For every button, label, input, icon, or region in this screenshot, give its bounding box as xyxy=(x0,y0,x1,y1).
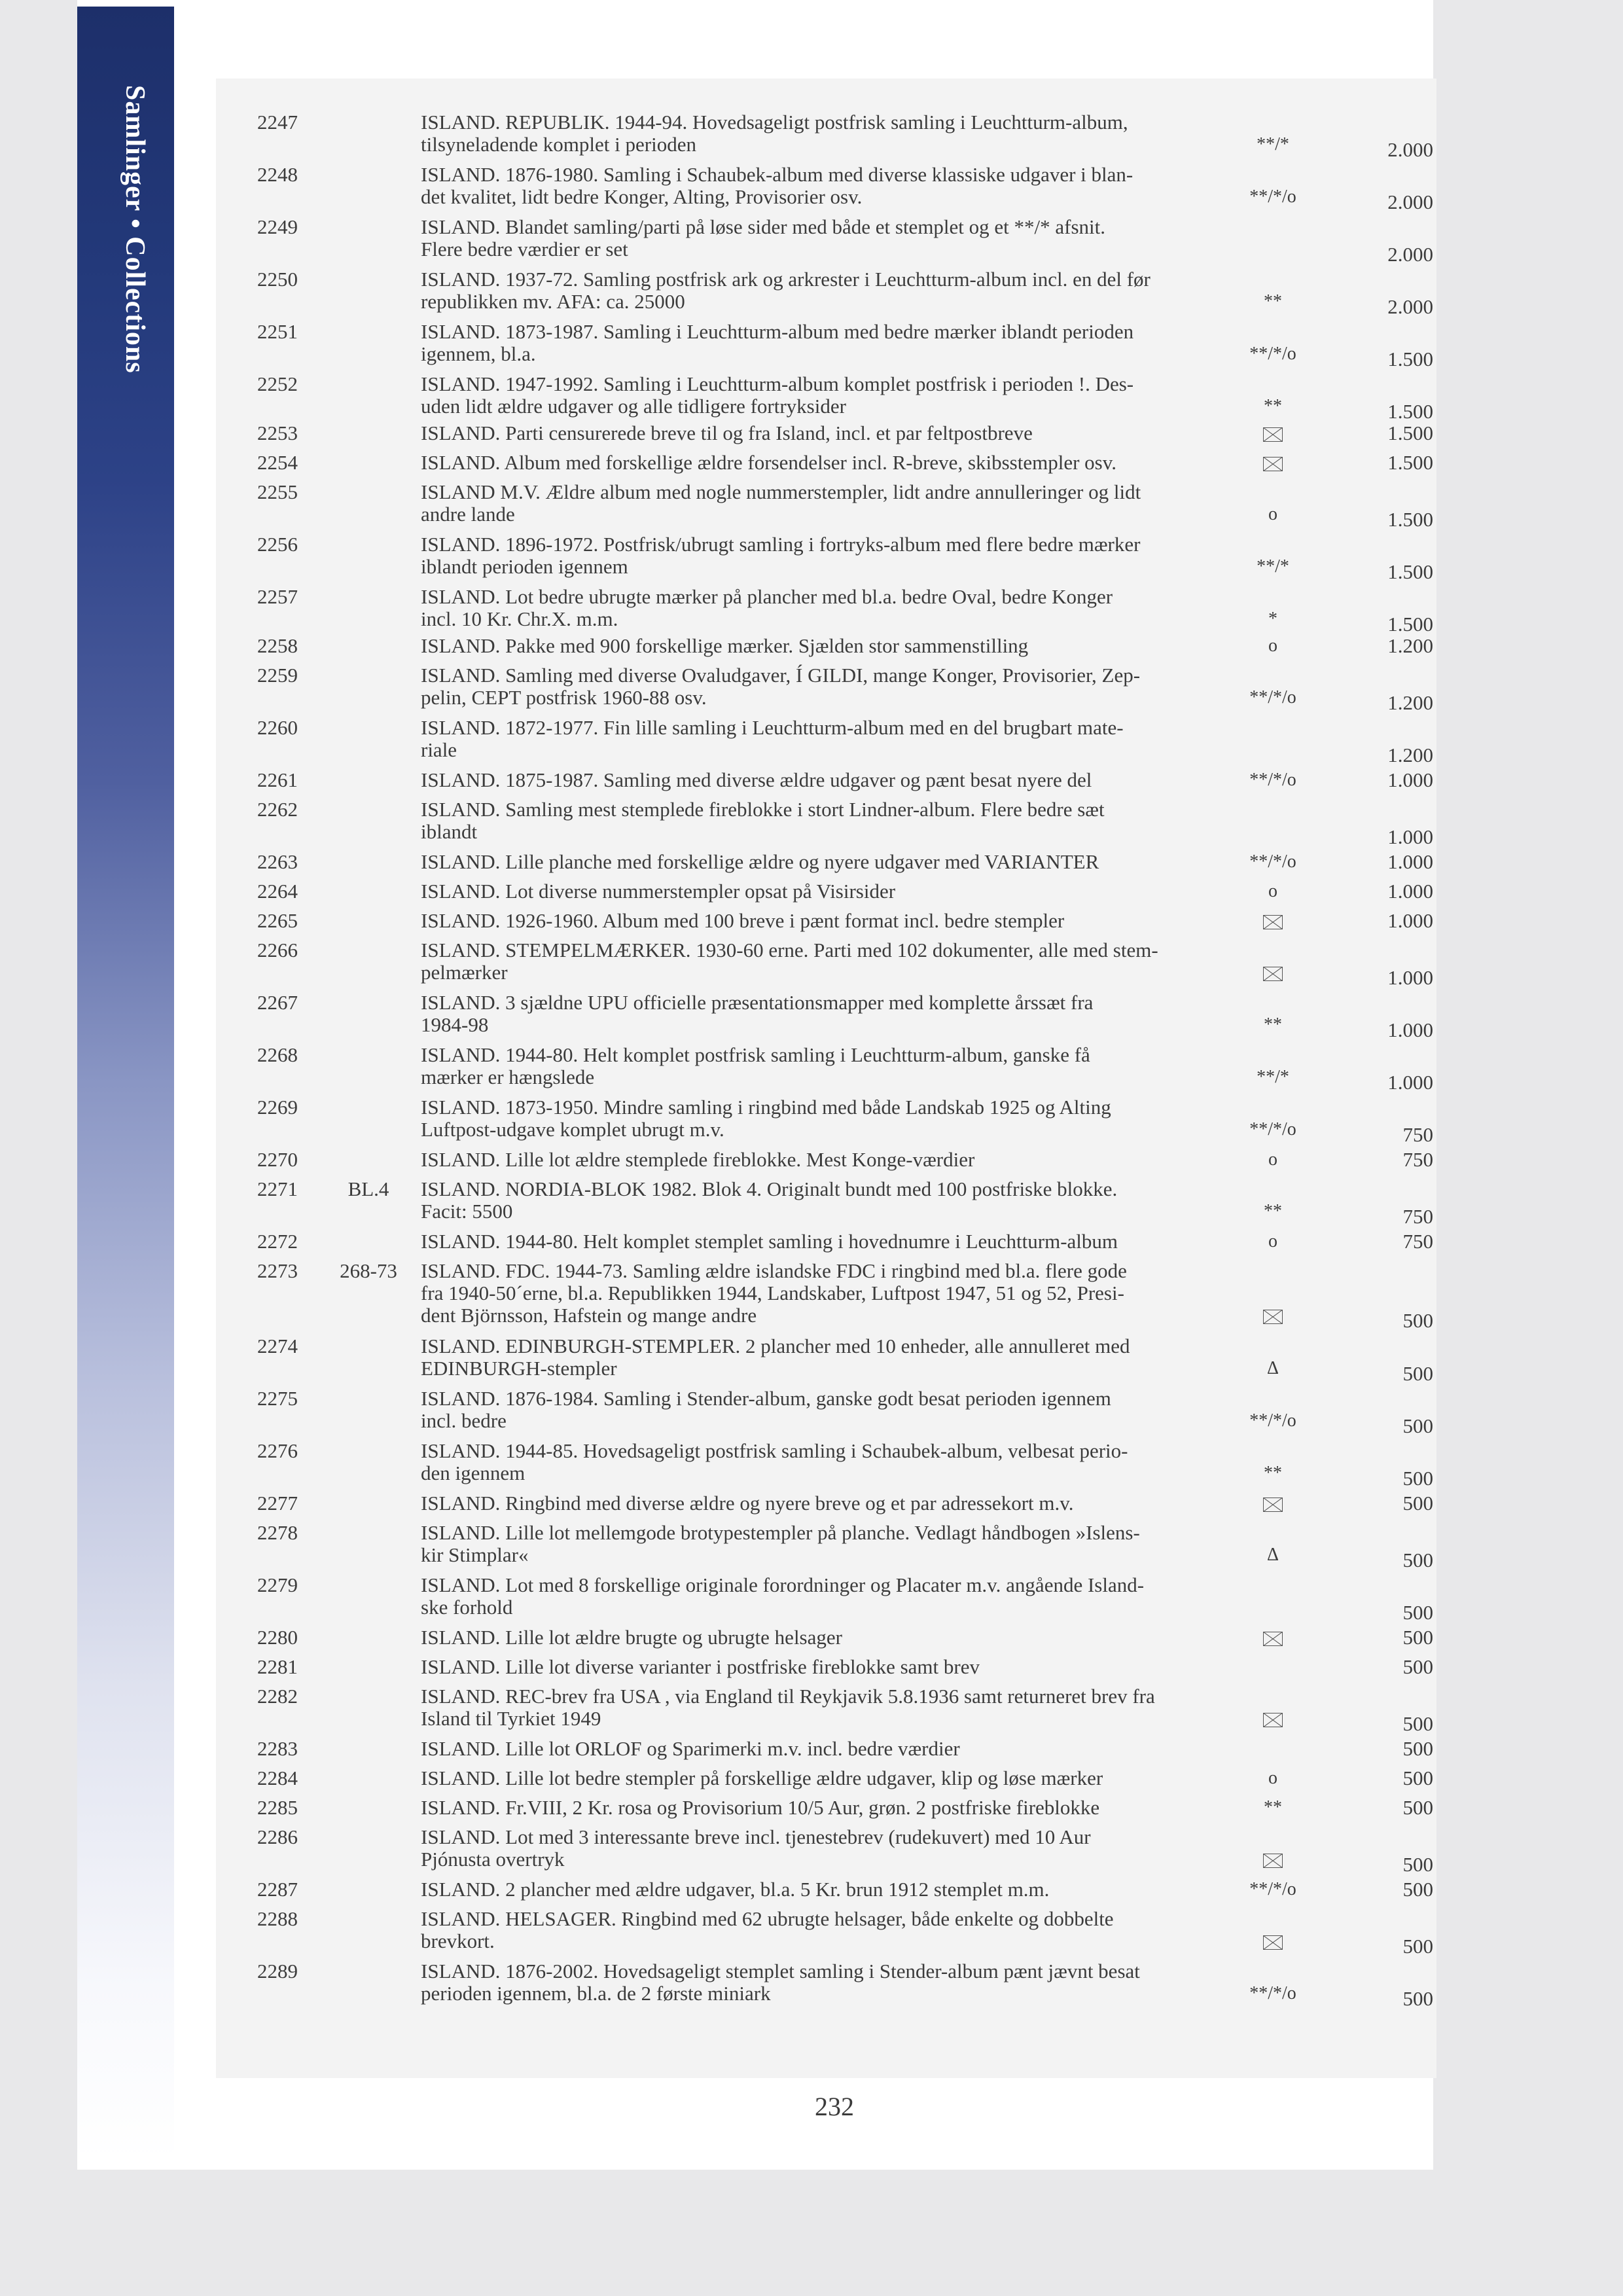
lot-price: 500 xyxy=(1402,1655,1433,1678)
lot-number: 2257 xyxy=(257,585,298,608)
description-line: ISLAND. 1937-72. Samling postfrisk ark og arkrester i Leuchtturm-album incl. en del før xyxy=(421,268,1150,291)
page-number: 232 xyxy=(815,2092,854,2121)
description-line: Pjónusta overtryk xyxy=(421,1848,565,1871)
lot-number: 2249 xyxy=(257,215,298,238)
description-line: ISLAND. 1872-1977. Fin lille samling i Leuchtturm-album med en del brugbart mate- xyxy=(421,716,1124,739)
condition-code: ** xyxy=(1264,291,1282,312)
lot-price: 750 xyxy=(1402,1123,1433,1146)
lot-number: 2262 xyxy=(257,798,298,821)
condition-code: Δ xyxy=(1266,1358,1279,1378)
description-line: ISLAND. 3 sjældne UPU officielle præsentationsmapper med komplette årssæt fra xyxy=(421,991,1094,1014)
description-line: ISLAND. REC-brev fra USA , via England til Reykjavik 5.8.1936 samt returneret brev fra xyxy=(421,1685,1155,1708)
lot-price: 1.500 xyxy=(1387,560,1433,583)
description-line: ISLAND. 1944-85. Hovedsageligt postfrisk samling i Schaubek-album, velbesat perio- xyxy=(421,1439,1128,1462)
lot-number: 2276 xyxy=(257,1439,298,1462)
lot-price: 500 xyxy=(1402,1712,1433,1735)
lot-price: 500 xyxy=(1402,1853,1433,1876)
lot-price: 1.500 xyxy=(1387,508,1433,531)
description-line: ske forhold xyxy=(421,1596,513,1619)
lot-price: 750 xyxy=(1402,1148,1433,1171)
sidebar-title-text: Samlinger • Collections xyxy=(120,85,150,374)
condition-code: * xyxy=(1268,609,1277,629)
description-line: pelmærker xyxy=(421,961,508,984)
description-line: ISLAND. Lille lot mellemgode brotypestempler på planche. Vedlagt håndbogen »Islens- xyxy=(421,1521,1140,1544)
lot-number: 2247 xyxy=(257,111,298,134)
lot-price: 1.000 xyxy=(1387,768,1433,791)
catalog-reference: 268-73 xyxy=(340,1259,397,1282)
description-line: ISLAND. Lille planche med forskellige ældre og nyere udgaver med VARIANTER xyxy=(421,850,1099,873)
lot-price: 2.000 xyxy=(1387,138,1433,161)
lot-number: 2250 xyxy=(257,268,298,291)
lot-price: 1.500 xyxy=(1387,451,1433,474)
description-line: ISLAND. Pakke med 900 forskellige mærker. Sjælden stor sammenstilling xyxy=(421,634,1029,657)
lot-number: 2266 xyxy=(257,939,298,961)
envelope-icon xyxy=(1211,422,1335,444)
description-line: ISLAND. 1947-1992. Samling i Leuchtturm-album komplet postfrisk i perioden !. Des- xyxy=(421,372,1134,395)
lot-price: 1.000 xyxy=(1387,1018,1433,1041)
condition-code: **/* xyxy=(1257,134,1289,154)
description-line: ISLAND. Samling med diverse Ovaludgaver, Í GILDI, mange Konger, Provisorier, Zep- xyxy=(421,664,1141,687)
lot-number: 2285 xyxy=(257,1796,298,1819)
description-line: Flere bedre værdier er set xyxy=(421,238,628,260)
lot-price: 2.000 xyxy=(1387,243,1433,266)
description-line: ISLAND. Samling mest stemplede fireblokke i stort Lindner-album. Flere bedre sæt xyxy=(421,798,1105,821)
lot-number: 2278 xyxy=(257,1521,298,1544)
description-line: ISLAND. 1873-1950. Mindre samling i ringbind med både Landskab 1925 og Alting xyxy=(421,1096,1111,1119)
condition-code: o xyxy=(1268,636,1277,656)
lot-price: 500 xyxy=(1402,1309,1433,1332)
condition-code: o xyxy=(1268,504,1277,524)
catalog-reference: BL.4 xyxy=(348,1177,389,1200)
description-line: pelin, CEPT postfrisk 1960-88 osv. xyxy=(421,686,707,709)
envelope-icon xyxy=(1263,915,1283,929)
lot-number: 2260 xyxy=(257,716,298,739)
lot-description xyxy=(421,1738,1454,1760)
envelope-icon xyxy=(1263,967,1283,981)
description-line: ISLAND. 1944-80. Helt komplet stemplet samling i hovednumre i Leuchtturm-album xyxy=(421,1230,1118,1253)
lot-price: 750 xyxy=(1402,1205,1433,1228)
lot-price: 500 xyxy=(1402,1878,1433,1901)
condition-code: o xyxy=(1268,1231,1277,1251)
description-line: Luftpost-udgave komplet ubrugt m.v. xyxy=(421,1118,724,1141)
lot-number: 2261 xyxy=(257,768,298,791)
envelope-icon xyxy=(1211,1708,1335,1730)
lot-price: 1.500 xyxy=(1387,400,1433,423)
lot-description xyxy=(421,1574,1454,1619)
condition-code: **/*/o xyxy=(1249,687,1296,708)
condition-code: **/*/o xyxy=(1249,1119,1296,1139)
lot-number: 2253 xyxy=(257,422,298,444)
lot-number: 2271 xyxy=(257,1177,298,1200)
condition-code: **/*/o xyxy=(1249,1983,1296,2003)
description-line: Facit: 5500 xyxy=(421,1200,513,1223)
description-line: ISLAND. Fr.VIII, 2 Kr. rosa og Provisorium 10/5 Aur, grøn. 2 postfriske fireblokke xyxy=(421,1796,1100,1819)
lot-price: 1.500 xyxy=(1387,613,1433,636)
description-line: ISLAND. Album med forskellige ældre forsendelser incl. R-breve, skibsstempler osv. xyxy=(421,451,1116,474)
lot-price: 500 xyxy=(1402,1987,1433,2010)
lot-number: 2258 xyxy=(257,634,298,657)
description-line: tilsyneladende komplet i perioden xyxy=(421,133,696,156)
description-line: ISLAND. Lille lot ORLOF og Sparimerki m.v. incl. bedre værdier xyxy=(421,1737,960,1760)
lot-price: 500 xyxy=(1402,1767,1433,1789)
envelope-icon xyxy=(1263,1310,1283,1324)
description-line: republikken mv. AFA: ca. 25000 xyxy=(421,290,685,313)
envelope-icon xyxy=(1211,1492,1335,1515)
lot-number: 2248 xyxy=(257,163,298,186)
lot-price: 1.500 xyxy=(1387,422,1433,444)
description-line: ISLAND. Lot diverse nummerstempler opsat på Visirsider xyxy=(421,880,896,903)
lot-number: 2270 xyxy=(257,1148,298,1171)
description-line: ISLAND. 1876-2002. Hovedsageligt stemplet samling i Stender-album pænt jævnt besat xyxy=(421,1960,1140,1982)
envelope-icon xyxy=(1263,1498,1283,1512)
description-line: ISLAND. Lot bedre ubrugte mærker på plancher med bl.a. bedre Oval, bedre Konger xyxy=(421,585,1113,608)
description-line: ISLAND. NORDIA-BLOK 1982. Blok 4. Originalt bundt med 100 postfriske blokke. xyxy=(421,1177,1118,1200)
lot-number: 2279 xyxy=(257,1573,298,1596)
description-line: ISLAND. EDINBURGH-STEMPLER. 2 plancher med 10 enheder, alle annulleret med xyxy=(421,1335,1130,1357)
lot-description xyxy=(421,216,1454,260)
description-line: fra 1940-50´erne, bl.a. Republikken 1944, Landskaber, Luftpost 1947, 51 og 52, Presi- xyxy=(421,1282,1124,1304)
lot-price: 500 xyxy=(1402,1737,1433,1760)
description-line: ISLAND. Lot med 3 interessante breve incl. tjenestebrev (rudekuvert) med 10 Aur xyxy=(421,1825,1091,1848)
envelope-icon xyxy=(1263,1854,1283,1868)
envelope-icon xyxy=(1263,1935,1283,1950)
lot-list xyxy=(216,79,1436,2078)
lot-number: 2284 xyxy=(257,1767,298,1789)
condition-code: **/* xyxy=(1257,556,1289,577)
condition-code: **/*/o xyxy=(1249,852,1296,872)
description-line: den igennem xyxy=(421,1462,526,1484)
description-line: ISLAND. Lille lot diverse varianter i postfriske fireblokke samt brev xyxy=(421,1655,980,1678)
description-line: igennem, bl.a. xyxy=(421,342,536,365)
description-line: incl. 10 Kr. Chr.X. m.m. xyxy=(421,607,618,630)
condition-code: **/*/o xyxy=(1249,1410,1296,1431)
lot-price: 1.000 xyxy=(1387,966,1433,989)
description-line: iblandt xyxy=(421,820,478,843)
condition-code: ** xyxy=(1264,1201,1282,1221)
lot-number: 2252 xyxy=(257,372,298,395)
lot-number: 2280 xyxy=(257,1626,298,1649)
description-line: ISLAND. 1926-1960. Album med 100 breve i pænt format incl. bedre stempler xyxy=(421,909,1065,932)
condition-code: ** xyxy=(1264,1463,1282,1483)
lot-price: 500 xyxy=(1402,1796,1433,1819)
envelope-icon xyxy=(1211,961,1335,984)
condition-code: ** xyxy=(1264,1797,1282,1818)
envelope-icon xyxy=(1263,427,1283,442)
description-line: ISLAND. Lot med 8 forskellige originale forordninger og Placater m.v. angående Island- xyxy=(421,1573,1145,1596)
lot-number: 2264 xyxy=(257,880,298,903)
lot-number: 2267 xyxy=(257,991,298,1014)
condition-code: **/*/o xyxy=(1249,344,1296,364)
lot-number: 2255 xyxy=(257,480,298,503)
envelope-icon xyxy=(1211,1626,1335,1649)
lot-price: 500 xyxy=(1402,1467,1433,1490)
description-line: EDINBURGH-stempler xyxy=(421,1357,617,1380)
description-line: Island til Tyrkiet 1949 xyxy=(421,1707,601,1730)
lot-description xyxy=(421,1656,1454,1678)
description-line: ISLAND. 1875-1987. Samling med diverse ældre udgaver og pænt besat nyere del xyxy=(421,768,1092,791)
lot-number: 2287 xyxy=(257,1878,298,1901)
description-line: ISLAND. Lille lot ældre stemplede fireblokke. Mest Konge-værdier xyxy=(421,1148,975,1171)
description-line: ISLAND. STEMPELMÆRKER. 1930-60 erne. Parti med 102 dokumenter, alle med stem- xyxy=(421,939,1158,961)
lot-price: 1.000 xyxy=(1387,825,1433,848)
condition-code: **/*/o xyxy=(1249,187,1296,207)
lot-price: 1.200 xyxy=(1387,634,1433,657)
lot-number: 2275 xyxy=(257,1387,298,1410)
lot-number: 2251 xyxy=(257,320,298,343)
lot-number: 2263 xyxy=(257,850,298,873)
lot-number: 2289 xyxy=(257,1960,298,1982)
lot-price: 500 xyxy=(1402,1601,1433,1624)
lot-price: 1.000 xyxy=(1387,909,1433,932)
description-line: incl. bedre xyxy=(421,1409,507,1432)
description-line: ISLAND. Ringbind med diverse ældre og nyere breve og et par adressekort m.v. xyxy=(421,1492,1074,1515)
description-line: ISLAND. FDC. 1944-73. Samling ældre islandske FDC i ringbind med bl.a. flere gode xyxy=(421,1259,1127,1282)
lot-price: 1.000 xyxy=(1387,850,1433,873)
description-line: ISLAND. 1873-1987. Samling i Leuchtturm-album med bedre mærker iblandt perioden xyxy=(421,320,1134,343)
envelope-icon xyxy=(1211,1930,1335,1952)
description-line: ISLAND. Parti censurerede breve til og fra Island, incl. et par feltpostbreve xyxy=(421,422,1033,444)
lot-price: 1.000 xyxy=(1387,1071,1433,1094)
lot-price: 1.500 xyxy=(1387,348,1433,370)
description-line: andre lande xyxy=(421,503,515,526)
lot-price: 750 xyxy=(1402,1230,1433,1253)
lot-number: 2254 xyxy=(257,451,298,474)
description-line: ISLAND. 1944-80. Helt komplet postfrisk samling i Leuchtturm-album, ganske få xyxy=(421,1043,1090,1066)
description-line: uden lidt ældre udgaver og alle tidligere fortryksider xyxy=(421,395,846,418)
lot-number: 2283 xyxy=(257,1737,298,1760)
description-line: ISLAND M.V. Ældre album med nogle nummerstempler, lidt andre annulleringer og lidt xyxy=(421,480,1141,503)
condition-code: Δ xyxy=(1266,1545,1279,1565)
description-line: det kvalitet, lidt bedre Konger, Alting, Provisorier osv. xyxy=(421,185,863,208)
lot-number: 2265 xyxy=(257,909,298,932)
condition-code: **/* xyxy=(1257,1067,1289,1087)
lot-number: 2268 xyxy=(257,1043,298,1066)
condition-code: **/*/o xyxy=(1249,770,1296,790)
description-line: ISLAND. 1896-1972. Postfrisk/ubrugt samling i fortryks-album med flere bedre mærker xyxy=(421,533,1141,556)
lot-price: 1.200 xyxy=(1387,744,1433,766)
description-line: iblandt perioden igennem xyxy=(421,555,628,578)
description-line: ISLAND. REPUBLIK. 1944-94. Hovedsageligt postfrisk samling i Leuchtturm-album, xyxy=(421,111,1128,134)
lot-number: 2286 xyxy=(257,1825,298,1848)
lot-description xyxy=(421,717,1454,761)
lot-price: 2.000 xyxy=(1387,295,1433,318)
condition-code: **/*/o xyxy=(1249,1879,1296,1899)
description-line: ISLAND. Lille lot bedre stempler på forskellige ældre udgaver, klip og løse mærker xyxy=(421,1767,1103,1789)
description-line: riale xyxy=(421,738,457,761)
lot-number: 2281 xyxy=(257,1655,298,1678)
description-line: mærker er hængslede xyxy=(421,1066,595,1088)
condition-code: o xyxy=(1268,1149,1277,1170)
description-line: brevkort. xyxy=(421,1929,495,1952)
lot-price: 1.000 xyxy=(1387,880,1433,903)
description-line: dent Björnsson, Hafstein og mange andre xyxy=(421,1304,757,1327)
lot-number: 2277 xyxy=(257,1492,298,1515)
lot-price: 500 xyxy=(1402,1492,1433,1515)
lot-price: 500 xyxy=(1402,1935,1433,1958)
lot-price: 2.000 xyxy=(1387,190,1433,213)
lot-number: 2256 xyxy=(257,533,298,556)
lot-description xyxy=(421,798,1454,843)
envelope-icon xyxy=(1263,457,1283,471)
description-line: 1984-98 xyxy=(421,1013,489,1036)
envelope-icon xyxy=(1263,1632,1283,1646)
envelope-icon xyxy=(1211,910,1335,932)
lot-price: 1.200 xyxy=(1387,691,1433,714)
description-line: perioden igennem, bl.a. de 2 første miniark xyxy=(421,1982,771,2005)
lot-number: 2269 xyxy=(257,1096,298,1119)
envelope-icon xyxy=(1263,1713,1283,1727)
lot-price: 500 xyxy=(1402,1362,1433,1385)
envelope-icon xyxy=(1211,1304,1335,1327)
description-line: ISLAND. HELSAGER. Ringbind med 62 ubrugte helsager, både enkelte og dobbelte xyxy=(421,1907,1114,1930)
lot-number: 2273 xyxy=(257,1259,298,1282)
condition-code: ** xyxy=(1264,396,1282,416)
envelope-icon xyxy=(1211,452,1335,474)
lot-price: 500 xyxy=(1402,1549,1433,1571)
description-line: ISLAND. 2 plancher med ældre udgaver, bl.a. 5 Kr. brun 1912 stemplet m.m. xyxy=(421,1878,1050,1901)
lot-number: 2272 xyxy=(257,1230,298,1253)
lot-number: 2282 xyxy=(257,1685,298,1708)
lot-number: 2259 xyxy=(257,664,298,687)
description-line: ISLAND. Blandet samling/parti på løse sider med både et stemplet og et **/* afsnit. xyxy=(421,215,1106,238)
description-line: ISLAND. 1876-1980. Samling i Schaubek-album med diverse klassiske udgaver i blan- xyxy=(421,163,1133,186)
lot-number: 2288 xyxy=(257,1907,298,1930)
lot-price: 500 xyxy=(1402,1626,1433,1649)
description-line: ISLAND. Lille lot ældre brugte og ubrugte helsager xyxy=(421,1626,842,1649)
condition-code: ** xyxy=(1264,1014,1282,1035)
lot-number: 2274 xyxy=(257,1335,298,1357)
lot-price: 500 xyxy=(1402,1414,1433,1437)
envelope-icon xyxy=(1211,1848,1335,1871)
condition-code: o xyxy=(1268,1768,1277,1788)
condition-code: o xyxy=(1268,881,1277,901)
description-line: kir Stimplar« xyxy=(421,1543,529,1566)
description-line: ISLAND. 1876-1984. Samling i Stender-album, ganske godt besat perioden igennem xyxy=(421,1387,1111,1410)
